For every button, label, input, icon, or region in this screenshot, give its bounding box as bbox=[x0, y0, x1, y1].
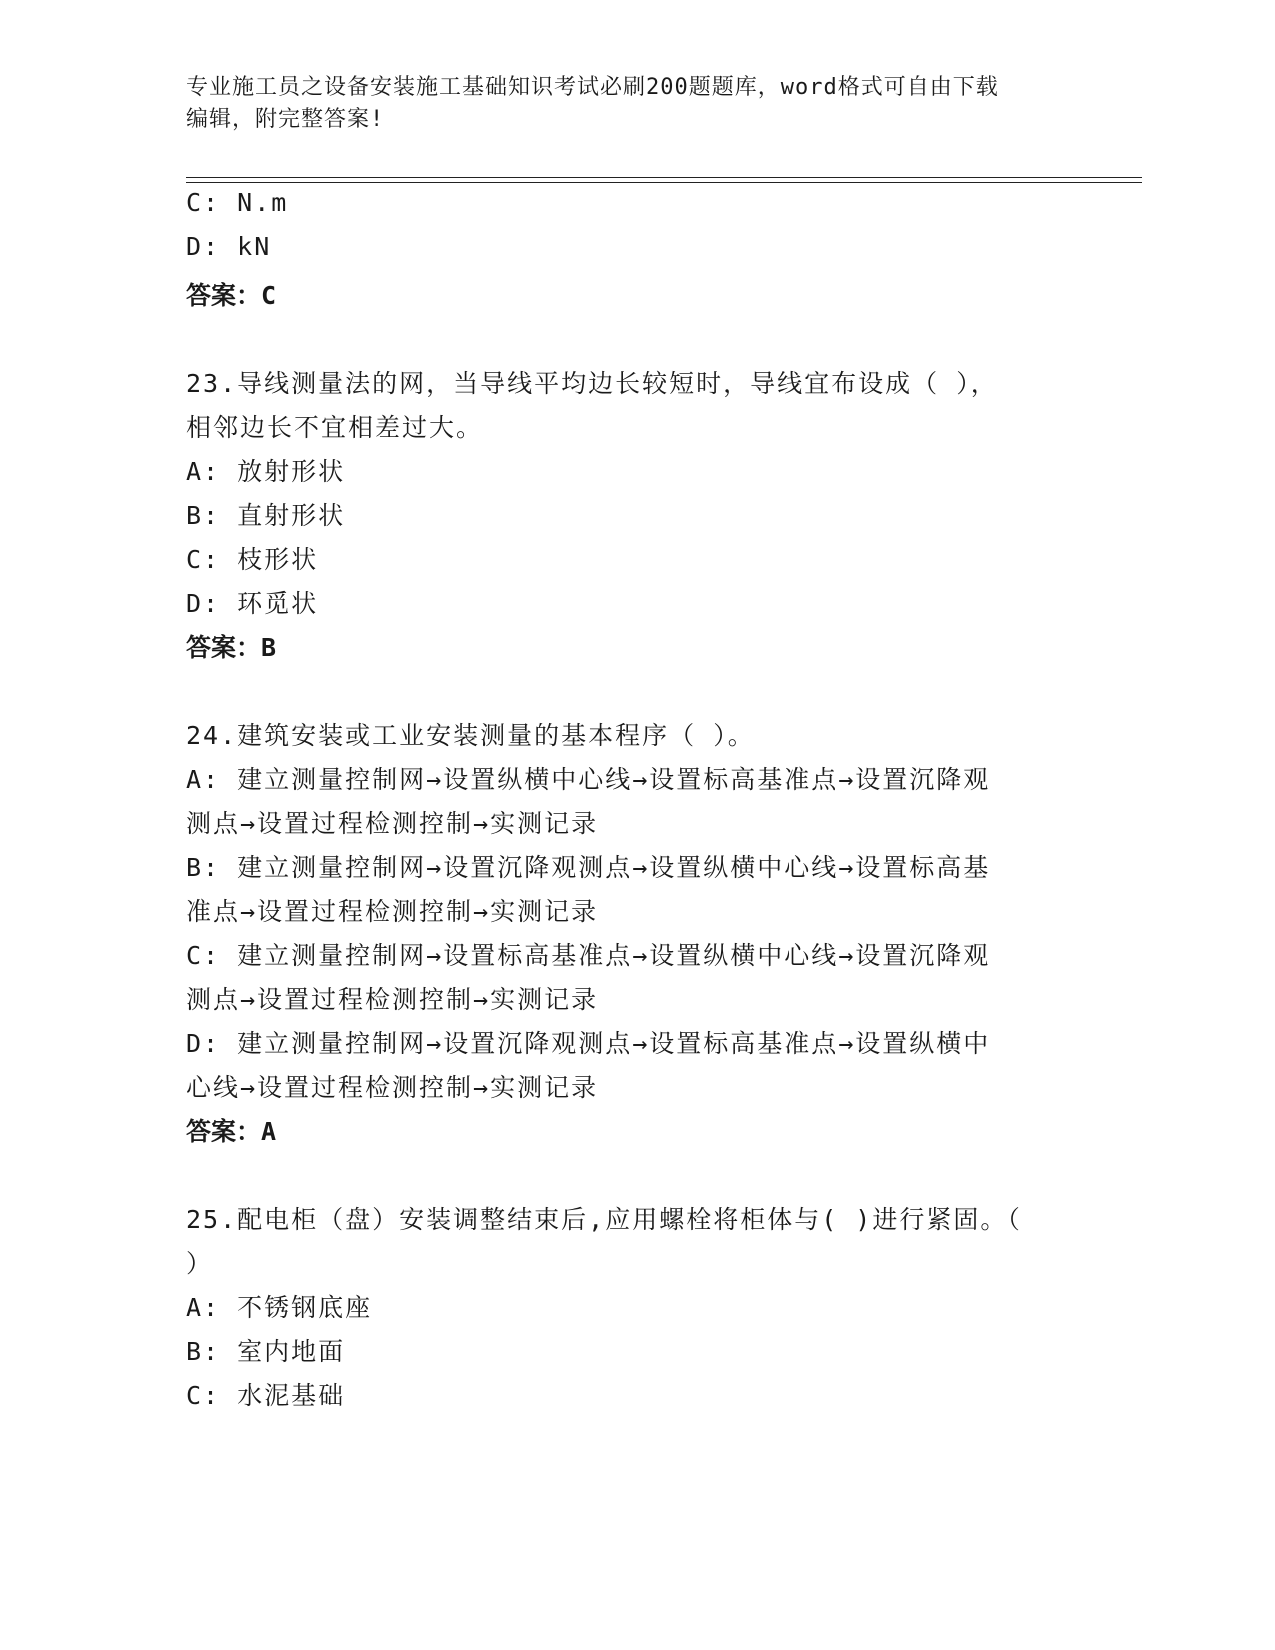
q24-option-c-line2: 测点→设置过程检测控制→实测记录 bbox=[186, 985, 599, 1014]
q24-option-a-line1: A: 建立测量控制网→设置纵横中心线→设置标高基准点→设置沉降观 bbox=[186, 765, 991, 794]
q22-option-c: C: N.m bbox=[186, 188, 289, 217]
q23-stem-line2: 相邻边长不宜相差过大。 bbox=[186, 413, 484, 442]
q25-option-b: B: 室内地面 bbox=[186, 1337, 346, 1366]
q22-answer: 答案：C bbox=[186, 281, 277, 310]
q25-stem-line2: ） bbox=[186, 1249, 214, 1278]
header-title-line1: 专业施工员之设备安装施工基础知识考试必刷200题题库，word格式可自由下载 bbox=[186, 75, 999, 100]
document-header bbox=[186, 72, 1086, 136]
q25-option-a: A: 不锈钢底座 bbox=[186, 1293, 373, 1322]
q24-option-b-line2: 准点→设置过程检测控制→实测记录 bbox=[186, 897, 599, 926]
q23-option-c: C: 枝形状 bbox=[186, 545, 319, 574]
q23-option-b: B: 直射形状 bbox=[186, 501, 346, 530]
q25-option-c: C: 水泥基础 bbox=[186, 1381, 346, 1410]
header-divider-top bbox=[186, 177, 1142, 178]
q23-option-d: D: 环觅状 bbox=[186, 589, 319, 618]
q24-option-b-line1: B: 建立测量控制网→设置沉降观测点→设置纵横中心线→设置标高基 bbox=[186, 853, 991, 882]
q23-answer: 答案：B bbox=[186, 633, 277, 662]
q24-option-a-line2: 测点→设置过程检测控制→实测记录 bbox=[186, 809, 599, 838]
q25-stem-line1: 25.配电柜（盘）安装调整结束后,应用螺栓将柜体与( )进行紧固。（ bbox=[186, 1205, 1022, 1234]
q22-option-d: D: kN bbox=[186, 232, 272, 261]
q23-option-a: A: 放射形状 bbox=[186, 457, 346, 486]
q23-stem-line1: 23.导线测量法的网，当导线平均边长较短时，导线宜布设成（ ）， bbox=[186, 369, 998, 398]
q24-option-d-line2: 心线→设置过程检测控制→实测记录 bbox=[186, 1073, 599, 1102]
q24-stem: 24.建筑安装或工业安装测量的基本程序（ ）。 bbox=[186, 721, 755, 750]
header-divider-bottom bbox=[186, 182, 1142, 183]
q24-answer: 答案：A bbox=[186, 1117, 277, 1146]
q24-option-c-line1: C: 建立测量控制网→设置标高基准点→设置纵横中心线→设置沉降观 bbox=[186, 941, 991, 970]
header-title-line2: 编辑，附完整答案! bbox=[186, 107, 385, 132]
q24-option-d-line1: D: 建立测量控制网→设置沉降观测点→设置标高基准点→设置纵横中 bbox=[186, 1029, 991, 1058]
